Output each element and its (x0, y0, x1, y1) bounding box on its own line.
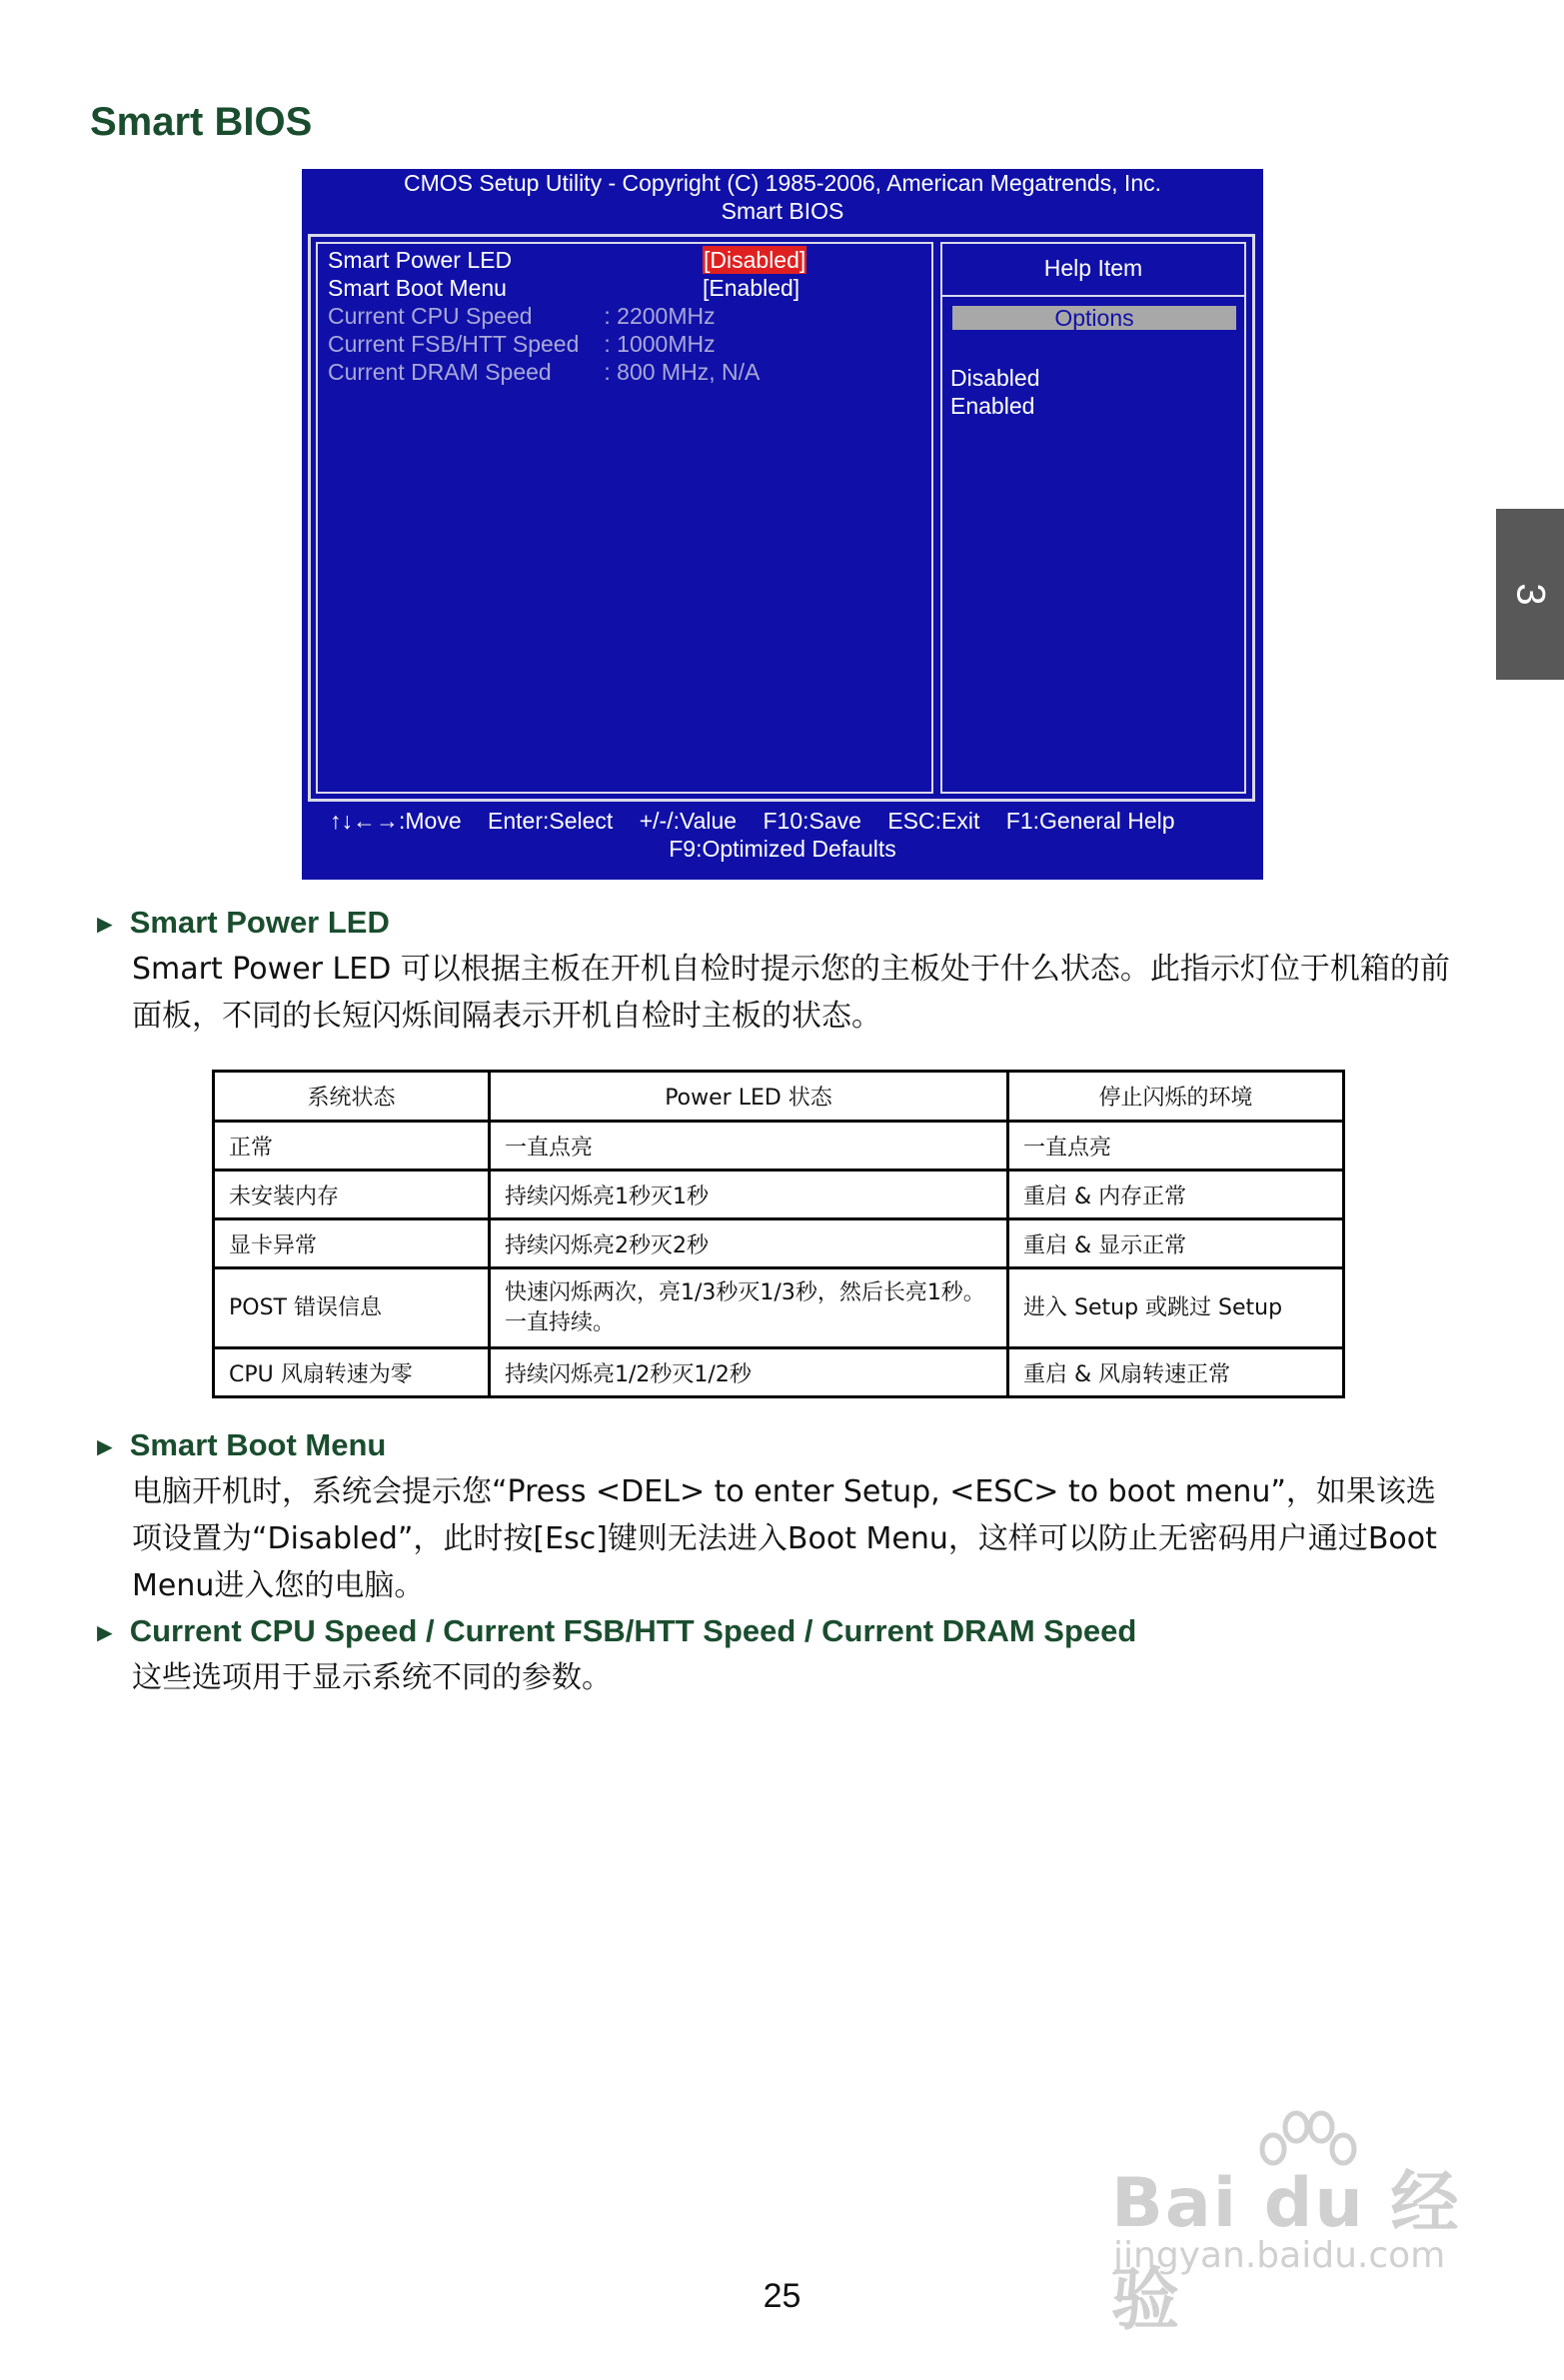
table-cell: 显卡异常 (214, 1219, 490, 1268)
table-cell: 正常 (214, 1122, 490, 1171)
table-cell: 快速闪烁两次，亮1/3秒灭1/3秒，然后长亮1秒。一直持续。 (490, 1268, 1008, 1348)
bios-screen (302, 169, 1263, 880)
bios-item-smart-power-led[interactable] (328, 246, 806, 274)
table-cell: 重启 & 风扇转速正常 (1008, 1348, 1344, 1397)
bios-frame (308, 234, 1255, 802)
section-heading-boot-menu: ► Smart Boot Menu (92, 1427, 387, 1462)
key-exit: ESC:Exit (887, 808, 980, 834)
table-cell: 一直点亮 (490, 1122, 1008, 1171)
table-row (214, 1219, 1344, 1268)
bios-item-label: Current FSB/HTT Speed (328, 331, 580, 357)
table-header: 停止闪烁的环境 (1008, 1072, 1344, 1122)
bullet-arrow-icon: ► (92, 1431, 118, 1461)
bios-item-label: Current CPU Speed (328, 303, 533, 329)
option-enabled[interactable]: Enabled (950, 393, 1035, 419)
bios-screen-title: Smart BIOS (721, 198, 844, 224)
table-cell: CPU 风扇转速为零 (214, 1348, 490, 1397)
chapter-tab (1496, 509, 1564, 680)
table-cell: 未安装内存 (214, 1171, 490, 1219)
power-led-table (212, 1070, 1345, 1398)
bios-item-dram-speed (328, 358, 760, 386)
bullet-arrow-icon: ► (92, 1617, 118, 1647)
key-select: Enter:Select (488, 808, 614, 834)
baidu-watermark (1111, 2149, 1471, 2340)
bios-item-smart-boot-menu[interactable] (328, 274, 800, 302)
bios-item-value: : 1000MHz (604, 331, 716, 357)
table-row (214, 1171, 1344, 1219)
bios-item-label: Smart Boot Menu (328, 275, 507, 301)
table-row (214, 1348, 1344, 1397)
key-move: ↑↓←→:Move (330, 808, 462, 834)
speed-description: 这些选项用于显示系统不同的参数。 (132, 1660, 612, 1695)
page-title: Smart BIOS (90, 100, 313, 144)
bios-item-fsb-speed (328, 330, 716, 358)
table-cell: 持续闪烁亮2秒灭2秒 (490, 1219, 1008, 1268)
table-header: Power LED 状态 (490, 1072, 1008, 1122)
section-heading-speed: ► Current CPU Speed / Current FSB/HTT Speed / Current DRAM Speed (92, 1613, 1137, 1648)
bullet-arrow-icon: ► (92, 909, 118, 939)
table-cell: 重启 & 内存正常 (1008, 1171, 1344, 1219)
table-cell: 一直点亮 (1008, 1122, 1344, 1171)
table-row (214, 1268, 1344, 1348)
bios-item-value: : 800 MHz, N/A (604, 359, 761, 385)
bios-item-cpu-speed (328, 302, 716, 330)
help-item-title: Help Item (942, 244, 1244, 297)
options-bar: Options (952, 306, 1236, 330)
watermark-logo: Bai du 经验 (1111, 2164, 1461, 2340)
bios-item-label: Current DRAM Speed (328, 359, 552, 385)
option-disabled[interactable]: Disabled (950, 365, 1040, 391)
table-cell: 进入 Setup 或跳过 Setup (1008, 1268, 1344, 1348)
key-save: F10:Save (763, 808, 861, 834)
key-value: +/-/:Value (639, 808, 738, 834)
watermark-site: jingyan.baidu.com (1113, 2235, 1446, 2276)
page-number: 25 (763, 2277, 801, 2315)
bios-settings-panel (316, 242, 933, 794)
chapter-number: 3 (1508, 583, 1553, 606)
bios-item-value-selected[interactable]: [Disabled] (704, 247, 806, 273)
table-cell: 持续闪烁亮1/2秒灭1/2秒 (490, 1348, 1008, 1397)
table-cell: POST 错误信息 (214, 1268, 490, 1348)
table-cell: 重启 & 显示正常 (1008, 1219, 1344, 1268)
boot-menu-description: 电脑开机时，系统会提示您“Press <DEL> to enter Setup, <ESC> to boot menu”，如果该选项设置为“Disabled”，此时按[Esc]键则无法进入Boot Menu，这样可以防止无密码用户通过Boot Menu进入您的电脑。 (132, 1474, 1437, 1603)
bios-item-value: : 2200MHz (604, 303, 716, 329)
bios-item-label: Smart Power LED (328, 247, 513, 273)
bios-item-value[interactable]: [Enabled] (703, 275, 800, 301)
power-led-description: Smart Power LED 可以根据主板在开机自检时提示您的主板处于什么状态。此指示灯位于机箱的前面板，不同的长短闪烁间隔表示开机自检时主板的状态。 (132, 952, 1450, 1034)
table-row (214, 1122, 1344, 1171)
bios-help-panel (940, 242, 1246, 794)
section-heading-power-led: ► Smart Power LED (92, 905, 390, 940)
table-cell: 持续闪烁亮1秒灭1秒 (490, 1171, 1008, 1219)
key-help: F1:General Help (1005, 808, 1175, 834)
bios-copyright: CMOS Setup Utility - Copyright (C) 1985-2006, American Megatrends, Inc. (403, 170, 1162, 196)
bios-header (302, 169, 1263, 225)
table-header: 系统状态 (214, 1072, 490, 1122)
key-optimized-defaults: F9:Optimized Defaults (669, 836, 896, 862)
table-header-row (214, 1072, 1344, 1122)
